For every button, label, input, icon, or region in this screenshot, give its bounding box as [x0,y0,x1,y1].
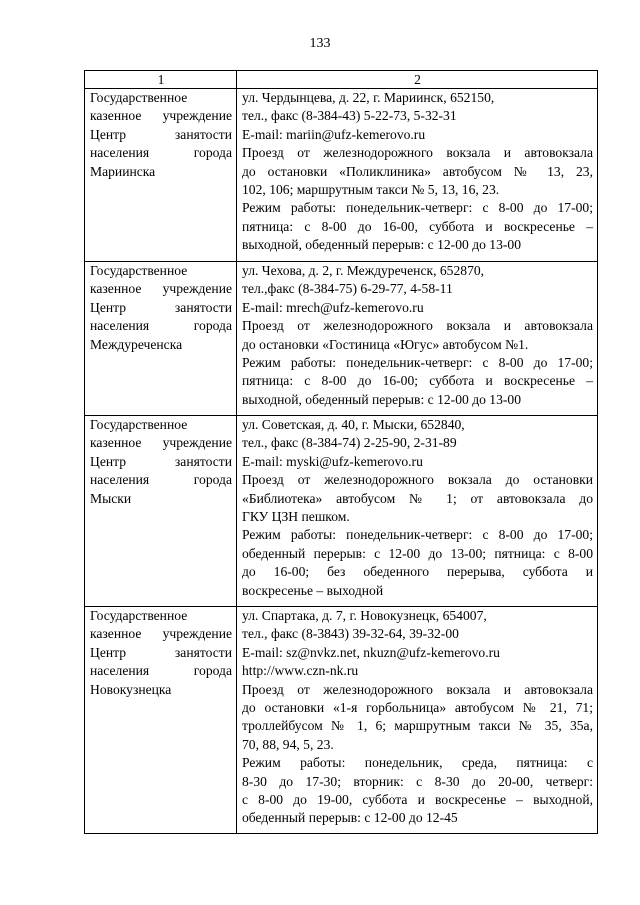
organization-line: казенное учреждение [90,435,232,451]
column-header-2: 2 [237,71,598,89]
phone-line: тел., факс (8-384-74) 2-25-90, 2-31-89 [242,435,457,451]
website-line: http://www.czn-nk.ru [242,663,359,679]
schedule-line: с 8-00 до 19-00, суббота и воскресенье – выходной, [242,792,593,808]
organization-line: Центр занятости [90,126,232,142]
organization-line: Междуреченска [90,336,183,352]
column-header-1: 1 [85,71,237,89]
schedule-line: пятница: с 8-00 до 16-00, суббота и воскресенье – [242,218,593,234]
phone-line: тел.,факс (8-384-75) 6-29-77, 4-58-11 [242,281,453,297]
schedule-line: Режим работы: понедельник-четверг: с 8-00 до 17-00; [242,527,593,543]
schedule-line: воскресенье – выходной [242,582,384,598]
directions-line: «Библиотека» автобусом № 1; от автовокзала до [242,490,593,506]
phone-line: тел., факс (8-384-43) 5-22-73, 5-32-31 [242,108,457,124]
organization-line: Государственное [90,90,188,105]
schedule-line: до 16-00; без обеденного перерыва, суббота и [242,564,593,580]
schedule-line: Режим работы: понедельник-четверг: с 8-00 до 17-00; [242,355,593,371]
directions-line: Проезд от железнодорожного вокзала и автовокзала [242,145,593,161]
directions-line: Проезд от железнодорожного вокзала и автовокзала [242,318,593,334]
contact-info-cell [237,89,598,262]
directions-line: до остановки «Поликлиника» автобусом № 13, 23, [242,163,593,179]
directions-line: до остановки «1-я горбольница» автобусом № 21, 71; [242,700,593,716]
phone-line: тел., факс (8-3843) 39-32-64, 39-32-00 [242,626,459,642]
email-line: E-mail: myski@ufz-kemerovo.ru [242,453,423,469]
email-line: E-mail: mariin@ufz-kemerovo.ru [242,126,426,142]
page-number: 133 [309,36,331,51]
address-line: ул. Чехова, д. 2, г. Междуреченск, 652870, [242,263,485,278]
organization-line: Мариинска [90,163,156,179]
schedule-line: Режим работы: понедельник, среда, пятница: с [242,755,593,771]
organization-line: населения города [90,663,232,679]
organization-line: Государственное [90,417,188,432]
table-row [85,89,598,262]
organization-line: казенное учреждение [90,108,232,124]
organization-line: Новокузнецка [90,681,172,697]
service-centers-table [84,70,598,834]
organization-line: населения города [90,318,232,334]
organization-line: Центр занятости [90,299,232,315]
address-line: ул. Советская, д. 40, г. Мыски, 652840, [242,417,465,432]
directions-line: 70, 88, 94, 5, 23. [242,736,334,752]
schedule-line: пятница: с 8-00 до 16-00; суббота и воскресенье – [242,373,593,389]
organization-line: населения города [90,472,232,488]
organization-line: Центр занятости [90,453,232,469]
contact-info-cell [237,416,598,607]
organization-cell [85,416,237,607]
directions-line: Проезд от железнодорожного вокзала до остановки [242,472,593,488]
address-line: ул. Чердынцева, д. 22, г. Мариинск, 652150, [242,90,495,105]
contact-info-cell [237,607,598,834]
directions-line: ГКУ ЦЗН пешком. [242,509,350,525]
table-row [85,416,598,607]
schedule-line: Режим работы: понедельник-четверг: с 8-00 до 17-00; [242,200,593,216]
email-line: E-mail: mrech@ufz-kemerovo.ru [242,299,424,315]
organization-line: Государственное [90,263,188,278]
organization-line: населения города [90,145,232,161]
schedule-line: выходной, обеденный перерыв: с 12-00 до 13-00 [242,391,522,407]
contact-info-cell [237,262,598,416]
organization-cell [85,262,237,416]
schedule-line: обеденный перерыв: с 12-00 до 12-45 [242,810,458,826]
schedule-line: выходной, обеденный перерыв: с 12-00 до 13-00 [242,237,522,253]
directions-line: Проезд от железнодорожного вокзала и автовокзала [242,681,593,697]
organization-line: Государственное [90,608,188,623]
organization-cell [85,607,237,834]
organization-cell [85,89,237,262]
schedule-line: 8-30 до 17-30; вторник: с 8-30 до 20-00, четверг: [242,773,593,789]
organization-line: Центр занятости [90,644,232,660]
organization-line: казенное учреждение [90,281,232,297]
directions-line: троллейбусом № 1, 6; маршрутным такси № 35, 35а, [242,718,593,734]
schedule-line: обеденный перерыв: с 12-00 до 13-00; пятница: с 8-00 [242,545,593,561]
address-line: ул. Спартака, д. 7, г. Новокузнецк, 654007, [242,608,487,623]
table-header-row [85,71,598,89]
email-line: E-mail: sz@nvkz.net, nkuzn@ufz-kemerovo.ru [242,644,500,660]
directions-line: до остановки «Гостиница «Югус» автобусом №1. [242,336,529,352]
organization-line: казенное учреждение [90,626,232,642]
table-row [85,607,598,834]
table-row [85,262,598,416]
organization-line: Мыски [90,490,132,506]
directions-line: 102, 106; маршрутным такси № 5, 13, 16, 23. [242,182,500,198]
